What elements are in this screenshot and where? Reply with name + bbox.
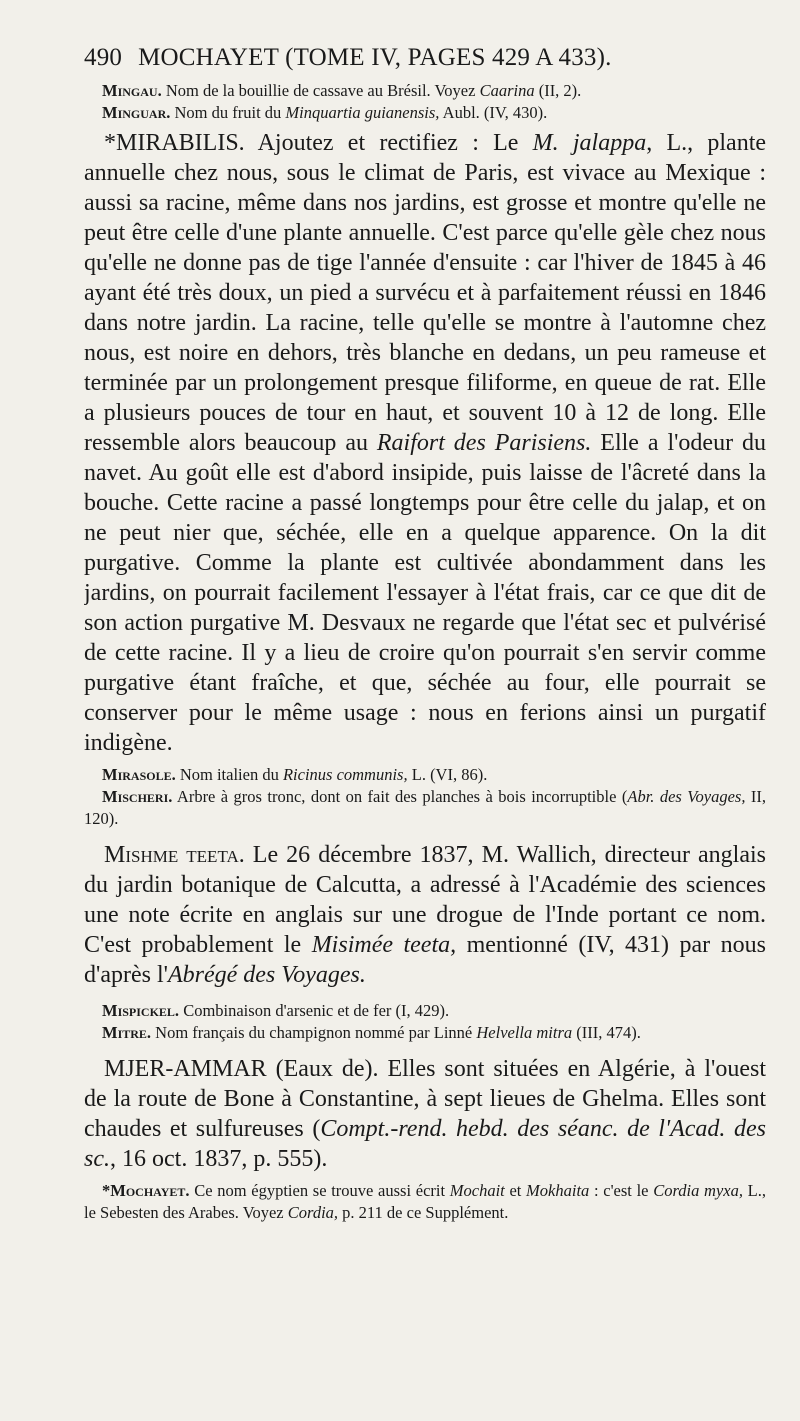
entry-head: *Mochayet.	[102, 1181, 190, 1200]
entry-mitre: Mitre. Nom français du champignon nommé par Linné Helvella mitra (III, 474).	[102, 1023, 641, 1042]
entry-mishme-teeta: Mishme teeta. Le 26 décembre 1837, M. Wallich, directeur anglais du jardin botanique de Calcutta, a adressé à l'Académie des sciences une note écrite en anglais sur une drogue de l'Inde portant ce nom. C'est probablement le Misimée teeta, mentionné (IV, 431) par nous d'après l'Abrégé des Voyages.	[84, 842, 766, 988]
page-number: 490	[84, 44, 123, 71]
entry-head: Minguar.	[102, 103, 171, 122]
entry-head: Mischeri.	[102, 787, 173, 806]
entry-minguar: Minguar. Nom du fruit du Minquartia guianensis, Aubl. (IV, 430).	[102, 103, 548, 122]
entry-mochayet: *Mochayet. Ce nom égyptien se trouve aussi écrit Mochait et Mokhaita : c'est le Cordia myxa, L., le Sebesten des Arabes. Voyez Cordia, p. 211 de ce Supplément.	[84, 1181, 766, 1222]
page-header	[84, 44, 766, 72]
entry-head: Mirasole.	[102, 765, 176, 784]
entry-mjer-ammar: MJER-AMMAR (Eaux de). Elles sont situées en Algérie, à l'ouest de la route de Bone à Constantine, à sept lieues de Ghelma. Elles sont chaudes et sulfureuses (Compt.-rend. hebd. des séanc. de l'Acad. des sc., 16 oct. 1837, p. 555).	[84, 1056, 766, 1172]
running-title: MOCHAYET (TOME IV, PAGES 429 A 433).	[138, 44, 612, 71]
entry-head: Mingau.	[102, 81, 162, 100]
entry-head: MJER-AMMAR	[104, 1056, 267, 1082]
entry-mirabilis: *MIRABILIS. Ajoutez et rectifiez : Le M. jalappa, L., plante annuelle chez nous, sous le climat de Paris, est vivace au Mexique : aussi sa racine, même dans nos jardins, est grosse et montre qu'elle ne peut être celle d'une plante annuelle. C'est parce qu'elle gèle chez nous qu'elle ne donne pas de tige l'année d'ensuite : car l'hiver de 1845 à 46 ayant été très doux, un pied a survécu et à parfaitement réussi en 1846 dans notre jardin. La racine, telle qu'elle se montre à l'automne chez nous, est noire en dehors, très blanche en dedans, un peu rameuse et terminée par un prolongement presque filiforme, en queue de rat. Elle a plusieurs pouces de tour en haut, et souvent 10 à 12 de long. Elle ressemble alors beaucoup au Raifort des Parisiens. Elle a l'odeur du navet. Au goût elle est d'abord insipide, puis laisse de l'âcreté dans la bouche. Cette racine a passé longtemps pour être celle du jalap, et on ne peut nier que, séchée, elle en a quelque apparence. On la dit purgative. Comme la plante est cultivée abondamment dans les jardins, on pourrait facilement l'essayer à l'état frais, car ce que dit de son action purgative M. Desvaux ne regarde que l'état sec et pulvérisé de cette racine. Il y a lieu de croire qu'on pourrait s'en servir comme purgative étant fraîche, et que, séchée au four, elle pourrait se conserver pour le même usage : nous en ferions ainsi un purgatif indigène.	[84, 130, 766, 756]
entry-head: Mishme teeta.	[104, 842, 245, 868]
entry-head: *MIRABILIS.	[104, 130, 245, 156]
entry-mirasole: Mirasole. Nom italien du Ricinus communis, L. (VI, 86).	[102, 765, 488, 784]
entry-mispickel: Mispickel. Combinaison d'arsenic et de fer (I, 429).	[102, 1001, 450, 1020]
document-page	[84, 44, 766, 1384]
entry-head: Mitre.	[102, 1023, 152, 1042]
entry-mingau: Mingau. Nom de la bouillie de cassave au Brésil. Voyez Caarina (II, 2).	[102, 81, 582, 100]
entry-mischeri: Mischeri. Arbre à gros tronc, dont on fait des planches à bois incorruptible (Abr. des Voyages, II, 120).	[84, 787, 766, 828]
entry-head: Mispickel.	[102, 1001, 180, 1020]
